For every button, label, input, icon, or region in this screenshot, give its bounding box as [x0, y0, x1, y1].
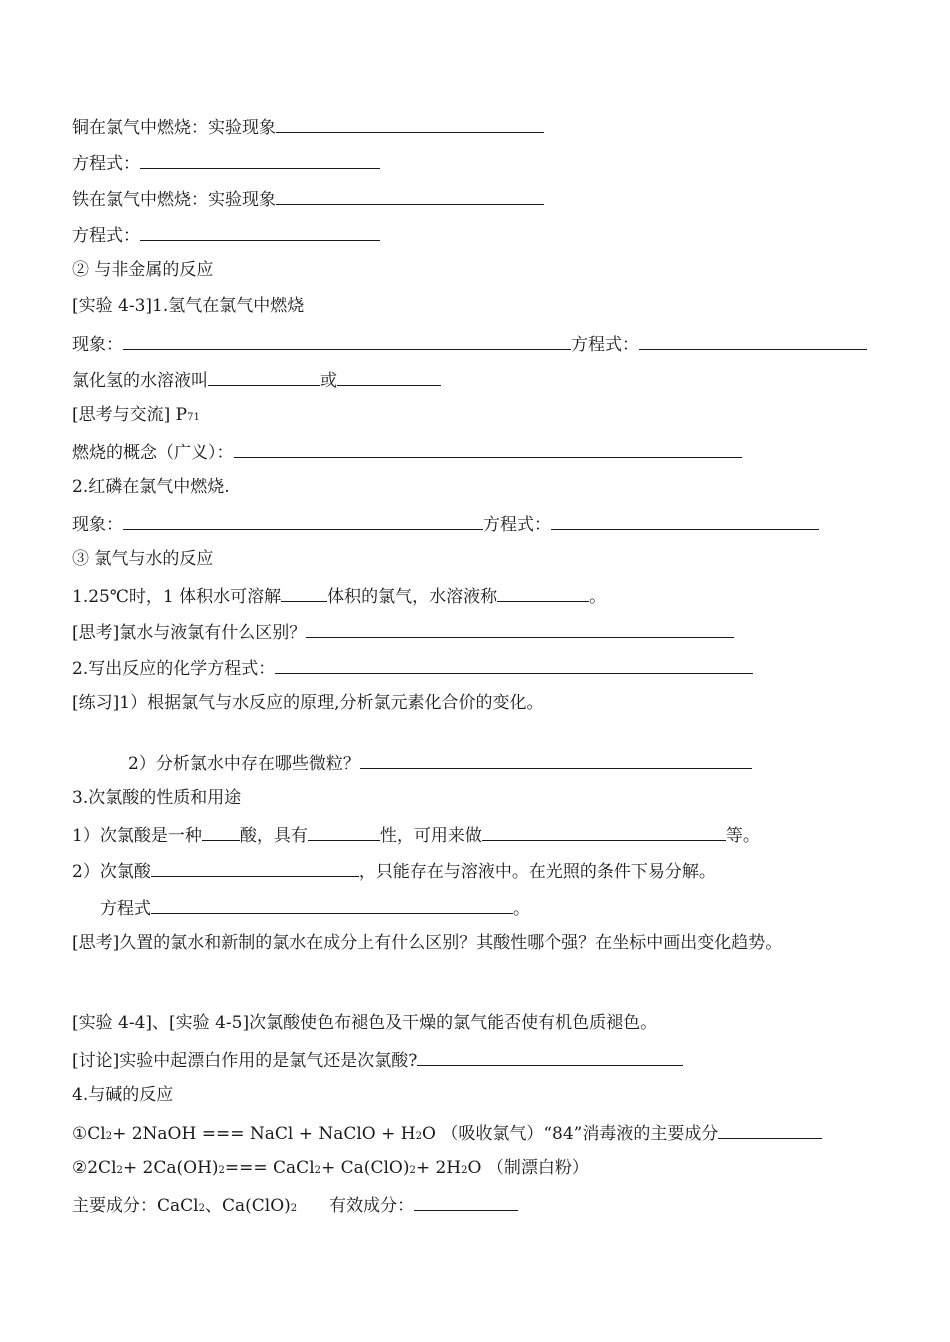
line-eq2: [72, 222, 380, 246]
text: ② 与非金属的反应: [72, 260, 214, 280]
text: 方程式：: [72, 154, 140, 174]
line-eq5: [100, 895, 530, 919]
text: 主要成分：CaCl: [72, 1196, 199, 1216]
line-hclo2: [72, 858, 716, 882]
text: ①Cl: [72, 1124, 106, 1144]
text: ，只能存在与溶液中。在光照的条件下易分解。: [358, 862, 716, 882]
text: 铁在氯气中燃烧：实验现象: [72, 190, 276, 210]
text: 等。: [725, 826, 760, 846]
blank-input[interactable]: [308, 822, 380, 841]
text: 方程式：: [571, 335, 639, 355]
text: 现象：: [72, 335, 123, 355]
blank-input[interactable]: [414, 1192, 518, 1211]
blank-input[interactable]: [417, 1047, 683, 1066]
text: O （吸收氯气）“84”消毒液的主要成分: [422, 1124, 719, 1144]
text: 有效成分：: [329, 1196, 415, 1216]
subscript: 2: [218, 1165, 225, 1176]
line-hclo1: [72, 822, 760, 846]
text: 氯化氢的水溶液叫: [72, 371, 208, 391]
text: 铜在氯气中燃烧：实验现象: [72, 118, 276, 138]
line-base-title: [72, 1083, 173, 1107]
blank-input[interactable]: [551, 511, 819, 530]
blank-input[interactable]: [123, 511, 483, 530]
subscript: 2: [105, 1131, 113, 1142]
text: [思考]久置的氯水和新制的氯水在成分上有什么区别？其酸性哪个强？在坐标中画出变化趋势。: [72, 933, 783, 953]
text: 1）次氯酸是一种: [72, 826, 202, 846]
text: [实验 4-4]、[实验 4-5]次氯酸使色布褪色及干燥的氯气能否使有机色质褪色。: [72, 1013, 658, 1033]
blank-input[interactable]: [234, 439, 742, 458]
line-exp44: [72, 1011, 657, 1035]
line-phen2: [72, 511, 819, 535]
text: [练习]1）根据氯气与水反应的原理,分析氯元素化合价的变化。: [72, 693, 544, 713]
line-hcl: [72, 367, 441, 391]
subscript: 2: [415, 1131, 422, 1142]
text: [思考]氯水与液氯有什么区别？: [72, 623, 307, 643]
text: 或: [320, 371, 337, 391]
line-discuss: [72, 1047, 683, 1071]
blank-input[interactable]: [306, 619, 734, 638]
text: O （制漂白粉）: [467, 1158, 589, 1178]
text: + 2Ca(OH): [122, 1158, 219, 1178]
blank-input[interactable]: [497, 583, 589, 602]
blank-input[interactable]: [482, 822, 726, 841]
text: 2.红磷在氯气中燃烧.: [72, 477, 230, 497]
line-write-eq: [72, 655, 753, 679]
blank-input[interactable]: [208, 367, 320, 386]
blank-input[interactable]: [123, 331, 571, 350]
blank-input[interactable]: [281, 583, 327, 602]
line-think-exchange: [72, 403, 200, 427]
subscript: 2: [409, 1165, 416, 1176]
text: === CaCl: [224, 1158, 315, 1178]
text: 现象：: [72, 515, 123, 535]
line-exp43: [72, 294, 304, 318]
text: + Ca(ClO): [321, 1158, 410, 1178]
line-hclo-title: [72, 786, 241, 810]
line-eq1: [72, 150, 380, 174]
blank-input[interactable]: [276, 114, 544, 133]
text: 体积的氯气，水溶液称: [327, 587, 498, 607]
blank-input[interactable]: [718, 1120, 822, 1139]
blank-input[interactable]: [140, 222, 380, 241]
text: + 2H: [415, 1158, 462, 1178]
text: 3.次氯酸的性质和用途: [72, 788, 242, 808]
text: 2）分析氯水中存在哪些微粒？: [128, 754, 360, 774]
blank-input[interactable]: [151, 895, 513, 914]
subscript: 2: [314, 1165, 322, 1176]
blank-input[interactable]: [202, 822, 240, 841]
text: 。: [589, 587, 607, 607]
text: 性，可用来做: [379, 826, 482, 846]
text: 4.与碱的反应: [72, 1085, 174, 1105]
line-practice1: [72, 691, 543, 715]
line-cu-burn: [72, 114, 544, 138]
line-main-components: [72, 1192, 518, 1216]
text: 。: [513, 899, 530, 919]
blank-input[interactable]: [276, 186, 544, 205]
line-combustion: [72, 439, 742, 463]
text: 2.写出反应的化学方程式：: [72, 659, 276, 679]
line-reaction1: [72, 1120, 822, 1144]
text: + 2NaOH === NaCl + NaClO + H: [112, 1124, 416, 1144]
text: 2）次氯酸: [72, 862, 151, 882]
text: [讨论]实验中起漂白作用的是氯气还是次氯酸?: [72, 1051, 418, 1071]
line-solubility: [72, 583, 606, 607]
text: [实验 4-3]1.氢气在氯气中燃烧: [72, 296, 305, 316]
blank-input[interactable]: [151, 858, 359, 877]
text: [思考与交流] P: [72, 405, 188, 425]
line-practice2: [128, 750, 752, 774]
subscript: 2: [198, 1203, 205, 1214]
text: 方程式：: [483, 515, 551, 535]
line-phen1: [72, 331, 867, 355]
line-nonmetal: [72, 258, 213, 282]
text: 燃烧的概念（广义）：: [72, 443, 234, 463]
line-red-phosphorus: [72, 475, 230, 499]
line-water: [72, 547, 213, 571]
blank-input[interactable]: [275, 655, 753, 674]
text: 酸，具有: [239, 826, 308, 846]
blank-input[interactable]: [337, 367, 441, 386]
text: ③ 氯气与水的反应: [72, 549, 214, 569]
text: 、Ca(ClO): [204, 1196, 291, 1216]
subscript: 2: [461, 1165, 468, 1176]
blank-input[interactable]: [639, 331, 867, 350]
subscript: 71: [187, 412, 200, 423]
text: 方程式：: [72, 226, 140, 246]
text: ②2Cl: [72, 1158, 117, 1178]
text: 1.25℃时，1 体积水可溶解: [72, 587, 282, 607]
line-think1: [72, 619, 734, 643]
blank-input[interactable]: [140, 150, 380, 169]
text: 方程式: [100, 899, 151, 919]
line-reaction2: [72, 1156, 589, 1180]
subscript: 2: [290, 1203, 298, 1214]
line-think2: [72, 931, 782, 955]
blank-input[interactable]: [360, 750, 752, 769]
subscript: 2: [116, 1165, 123, 1176]
line-fe-burn: [72, 186, 544, 210]
